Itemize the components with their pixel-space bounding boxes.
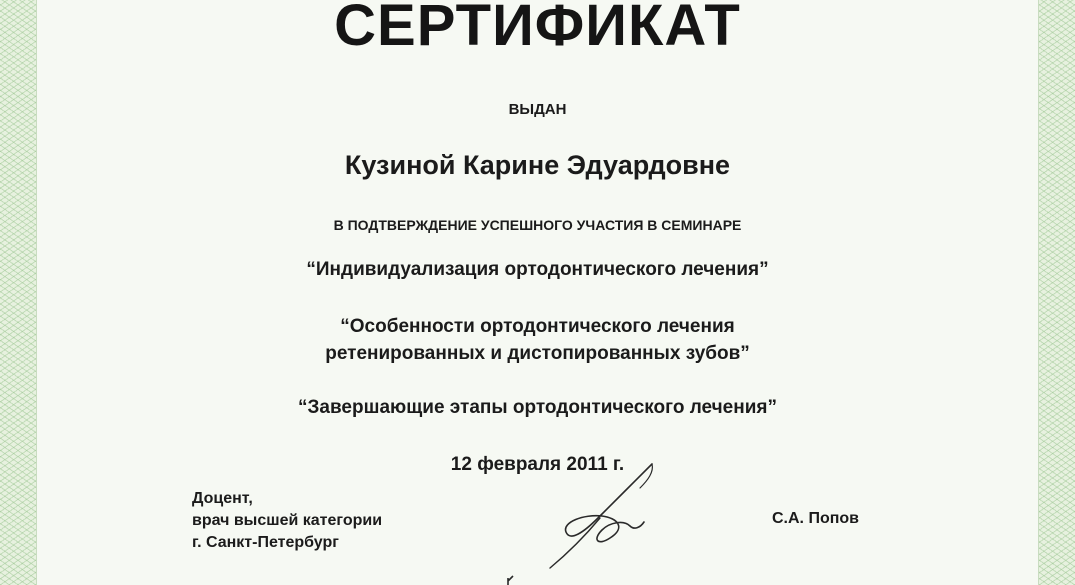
decorative-border-left bbox=[0, 0, 36, 585]
certificate-title: СЕРТИФИКАТ bbox=[334, 0, 741, 58]
issued-label: ВЫДАН bbox=[508, 101, 567, 118]
signer-position-line-3: г. Санкт-Петербург bbox=[192, 534, 339, 551]
confirmation-text: В ПОДТВЕРЖДЕНИЕ УСПЕШНОГО УЧАСТИЯ В СЕМИНАРЕ bbox=[333, 217, 742, 233]
certificate-date: 12 февраля 2011 г. bbox=[450, 454, 625, 475]
signer-name: С.А. Попов bbox=[772, 510, 859, 527]
seminar-topic-3: “Завершающие этапы ортодонтического лечения” bbox=[298, 397, 777, 418]
cut-off-stamp-mark bbox=[506, 574, 520, 585]
seminar-topic-2-line-1: “Особенности ортодонтического лечения bbox=[340, 316, 735, 337]
seminar-topic-1: “Индивидуализация ортодонтического лечения” bbox=[306, 259, 769, 280]
seminar-topic-2-line-2: ретенированных и дистопированных зубов” bbox=[325, 343, 750, 364]
recipient-name: Кузиной Карине Эдуардовне bbox=[344, 150, 731, 180]
decorative-border-right bbox=[1039, 0, 1075, 585]
signer-position-line-2: врач высшей категории bbox=[192, 512, 383, 529]
signer-position-line-1: Доцент, bbox=[192, 490, 253, 507]
handwritten-signature bbox=[540, 458, 670, 573]
certificate-body bbox=[36, 0, 1039, 585]
